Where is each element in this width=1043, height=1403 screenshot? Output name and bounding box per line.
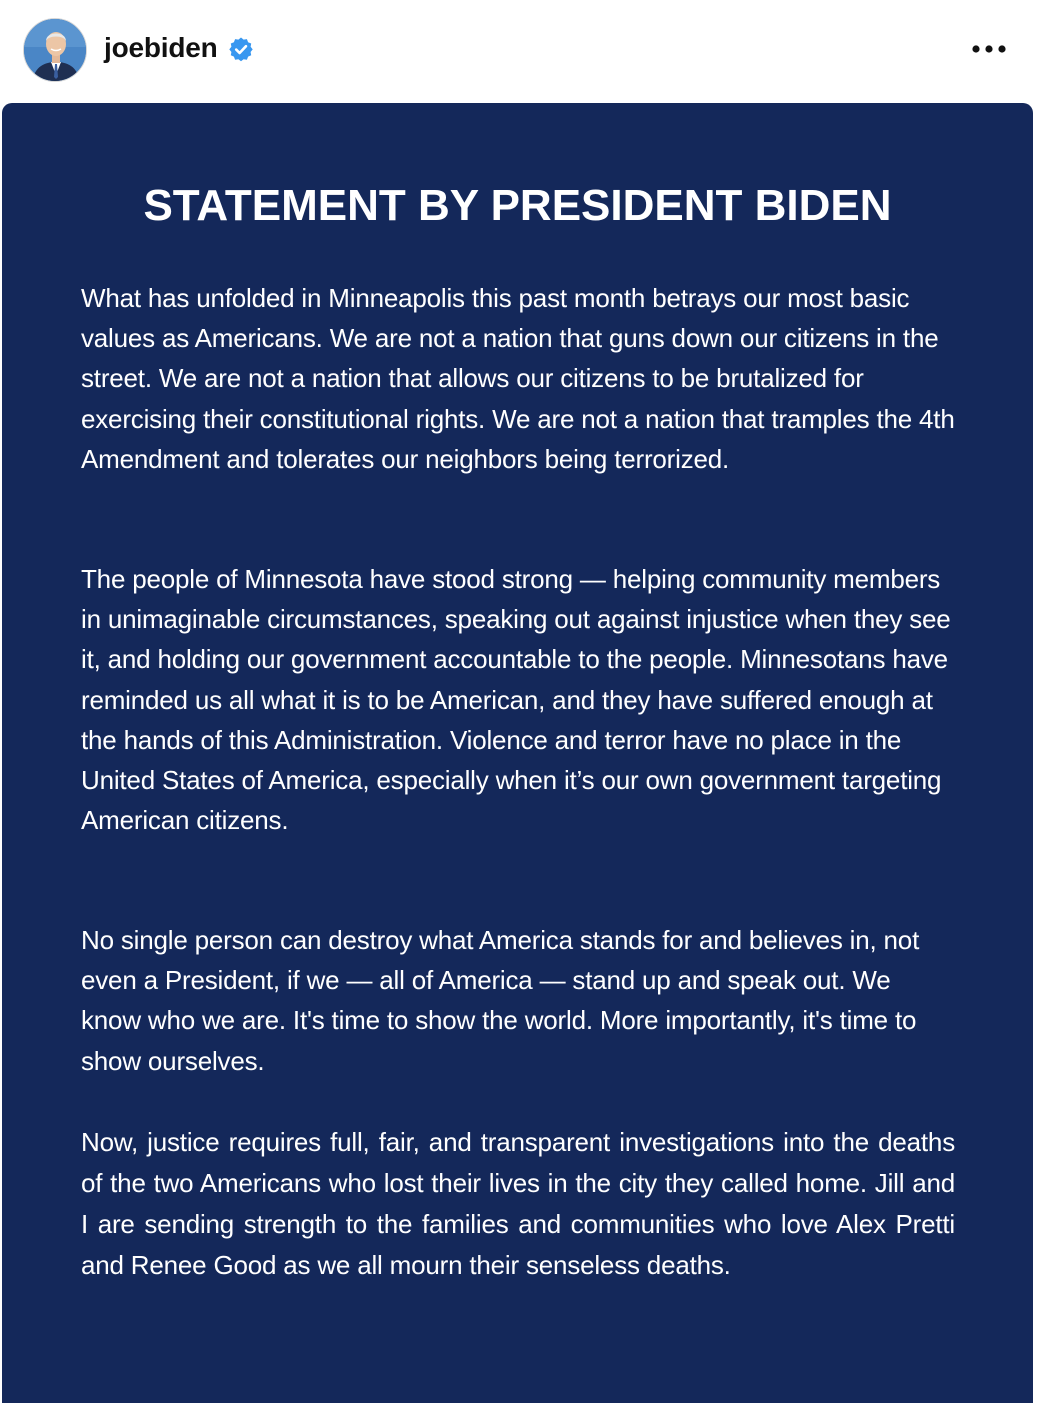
more-options-button[interactable] bbox=[968, 30, 1010, 68]
statement-title: STATEMENT BY PRESIDENT BIDEN bbox=[143, 181, 892, 230]
statement-paragraph: What has unfolded in Minneapolis this past month betrays our most basic values as Americans. We are not a nation that guns down our citizens in the street. We are not a nation that allows our citizens to be brutalized for exercising their constitutional rights. We are not a nation that tramples the 4th Amendment and tolerates our neighbors being terrorized. bbox=[81, 283, 955, 474]
verified-badge-icon bbox=[228, 36, 254, 62]
statement-paragraph: The people of Minnesota have stood strong — helping community members in unimaginable circumstances, speaking out against injustice when they see it, and holding our government accountable to the people. Minnesotans have reminded us all what it is to be American, and they have suffered enough at the hands of this Administration. Violence and terror have no place in the United States of America, especially when it’s our own government targeting American citizens. bbox=[81, 564, 951, 836]
avatar-photo-icon bbox=[24, 19, 87, 82]
statement-paragraph: No single person can destroy what America stands for and believes in, not even a President, if we — all of America — stand up and speak out. We know who we are. It's time to show the world. More importantly, it's time to show ourselves. bbox=[81, 925, 920, 1076]
statement-paragraph: Now, justice requires full, fair, and transparent investigations into the deaths of the two Americans who lost their lives in the city they called home. Jill and I are sending strength to the families and communities who love Alex Pretti and Renee Good as we all mourn their senseless deaths. bbox=[81, 1127, 955, 1280]
username[interactable]: joebiden bbox=[104, 32, 218, 63]
avatar[interactable] bbox=[23, 18, 87, 82]
post-header bbox=[0, 0, 1043, 100]
more-options-icon bbox=[971, 44, 1007, 54]
